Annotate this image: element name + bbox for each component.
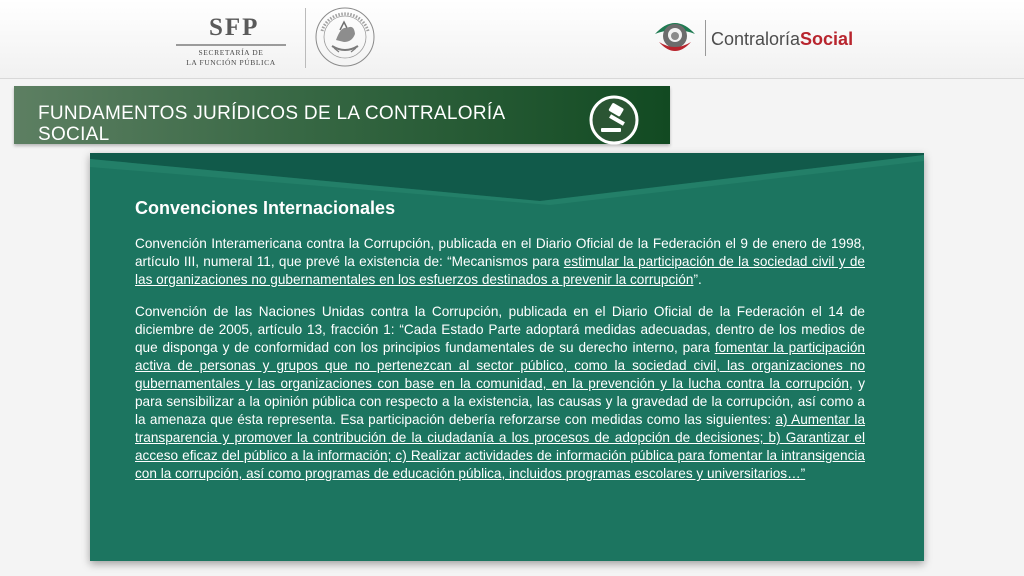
mexican-seal-icon [314,6,376,68]
paragraph-2-middle: , y para sensibilizar a la opinión pública con respecto a la existencia, las causas y la gravedad de la corrupción, así como a la amenaza que ésta representa. Esa participación debería reforzarse con medidas como las siguientes: [135,376,865,427]
sfp-logo-line1: SECRETARÍA DE [198,48,264,57]
contraloria-social-wordmark [711,29,853,50]
sfp-logo [176,14,286,70]
contraloria-social-logo [651,12,854,64]
gavel-icon [588,94,640,146]
paragraph-2-text: Convención de las Naciones Unidas contra la Corrupción, publicada en el Diario Oficial de la Federación el 14 de diciembre de 2005, artículo 13, fracción 1: “Cada Estado Parte adoptará medidas adecuadas, dentro de los medios de que disponga y de conformidad con los principios fundamentales de su derecho interno, para [135,304,865,355]
header-bar [0,0,1024,79]
paragraph-2-underlined-1: fomentar la participación activa de personas y grupos que no pertenezcan al sector público, como la sociedad civil, las organizaciones no gubernamentales y las organizaciones con base en la comunidad, en la prevención y la lucha contra la corrupción [135,340,865,391]
logo-divider [305,8,306,68]
sfp-logo-name: SFP [209,14,260,41]
wordmark-regular: Contraloría [711,29,801,49]
contraloria-social-eye-icon [651,12,699,60]
slide-title: FUNDAMENTOS JURÍDICOS DE LA CONTRALORÍA SOCIAL [38,103,505,145]
sfp-logo-rule [176,44,286,46]
content-panel [90,153,924,561]
paragraph-2-underlined-2: a) Aumentar la transparencia y promover la contribución de la ciudadanía a los procesos de adopción de decisiones; b) Garantizar el acceso eficaz del público a la información; c) Realizar actividades de información pública para fomentar la intransigencia con la corrupción, así como programas de educación pública, incluidos programas escolares y universitarios…” [135,412,865,481]
paragraph-1-end: ”. [693,272,702,287]
paragraph-1 [135,235,865,289]
paragraph-2 [135,303,865,483]
paragraph-1-text: Convención Interamericana contra la Corrupción, publicada en el Diario Oficial de la Federación el 9 de enero de 1998, artículo III, numeral 11, que prevé la existencia de: “Mecanismos para [135,236,865,269]
section-heading: Convenciones Internacionales [135,198,396,218]
contraloria-logo-divider [705,20,706,56]
wordmark-bold: Social [800,29,854,49]
paragraph-1-underlined: estimular la participación de la sociedad civil y de las organizaciones no gubernamentales en los esfuerzos destinados a prevenir la corrupción [135,254,865,287]
panel-content [135,198,865,497]
slide-title-band [14,86,670,144]
sfp-logo-line2: LA FUNCIÓN PÚBLICA [186,58,276,67]
